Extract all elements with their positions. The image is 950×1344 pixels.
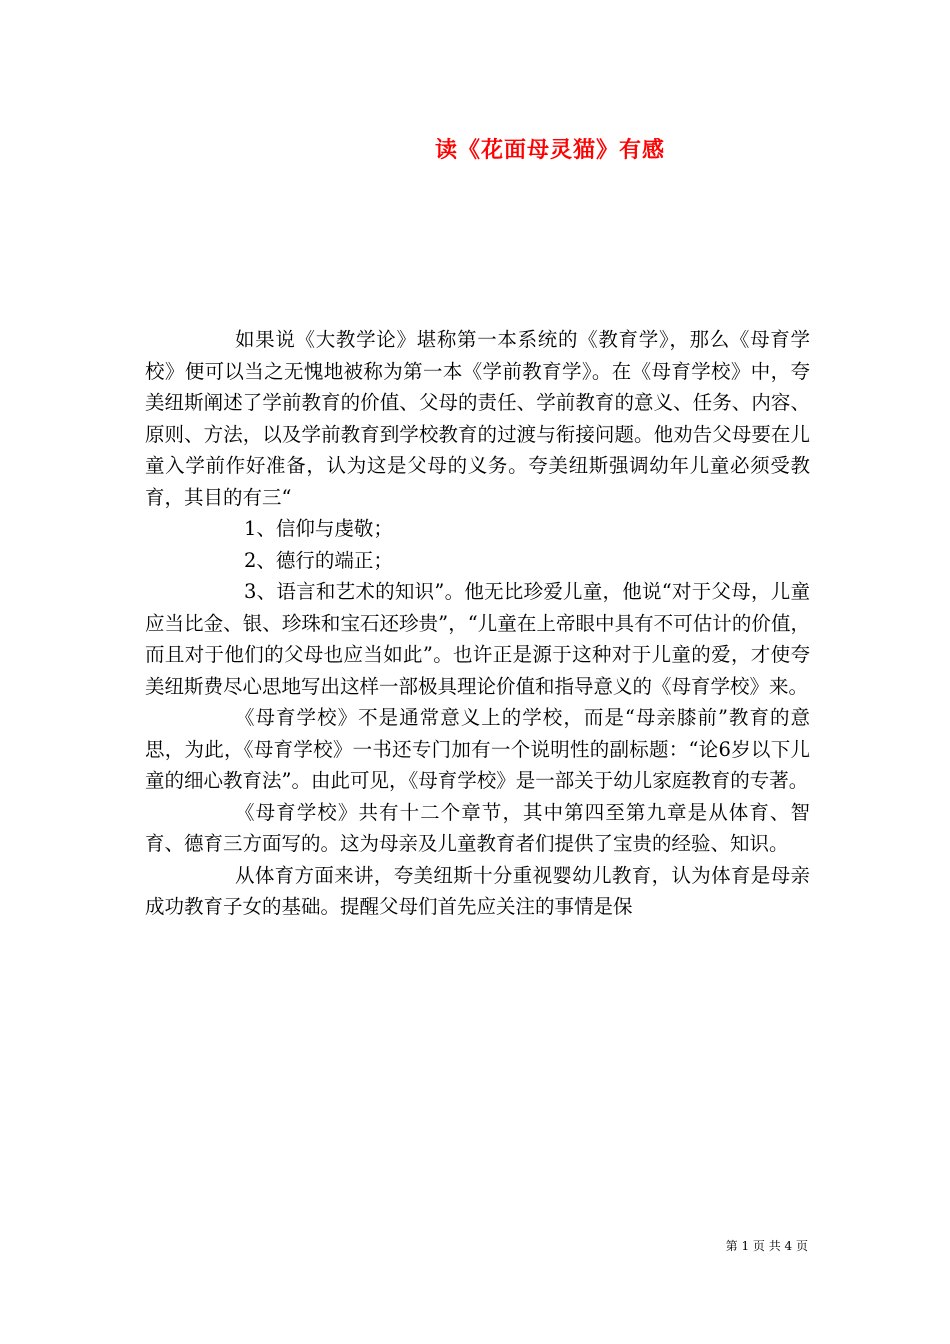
paragraph-chapters: 《母育学校》共有十二个章节，其中第四至第九章是从体育、智育、德育三方面写的。这为母亲及儿童教育者们提供了宝贵的经验、知识。 — [145, 800, 810, 855]
paragraph-intro: 如果说《大教学论》堪称第一本系统的《教育学》，那么《母育学校》便可以当之无愧地被称为第一本《学前教育学》。在《母育学校》中，夸美纽斯阐述了学前教育的价值、父母的责任、学前教育的意义、任务、内容、原则、方法，以及学前教育到学校教育的过渡与衔接问题。他劝告父母要在儿童入学前作好准备，认为这是父母的义务。夸美纽斯强调幼年儿童必须受教育，其目的有三“ — [145, 328, 810, 509]
paragraph-physical-education: 从体育方面来讲，夸美纽斯十分重视婴幼儿教育，认为体育是母亲成功教育子女的基础。提醒父母们首先应关注的事情是保 — [145, 863, 810, 918]
document-body — [145, 324, 810, 923]
paragraph-mother-school: 《母育学校》不是通常意义上的学校，而是“母亲膝前”教育的意思，为此，《母育学校》一书还专门加有一个说明性的副标题：“论6岁以下儿童的细心教育法”。由此可见，《母育学校》是一部关于幼儿家庭教育的专著。 — [145, 706, 810, 792]
list-item-2: 2、德行的端正； — [244, 548, 393, 572]
list-item-1: 1、信仰与虔敬； — [244, 517, 393, 540]
document-title: 读《花面母灵猫》有感 — [434, 137, 665, 163]
list-item-3: 3、语言和艺术的知识”。他无比珍爱儿童，他说“对于父母，儿童应当比金、银、珍珠和宝石还珍贵”，“儿童在上帝眼中具有不可估计的价值，而且对于他们的父母也应当如此”。也许正是源于这种对于儿童的爱，才使夸美纽斯费尽心思地写出这样一部极具理论价值和指导意义的《母育学校》来。 — [145, 580, 810, 698]
page-number-footer: 第 1 页 共 4 页 — [725, 1239, 808, 1253]
